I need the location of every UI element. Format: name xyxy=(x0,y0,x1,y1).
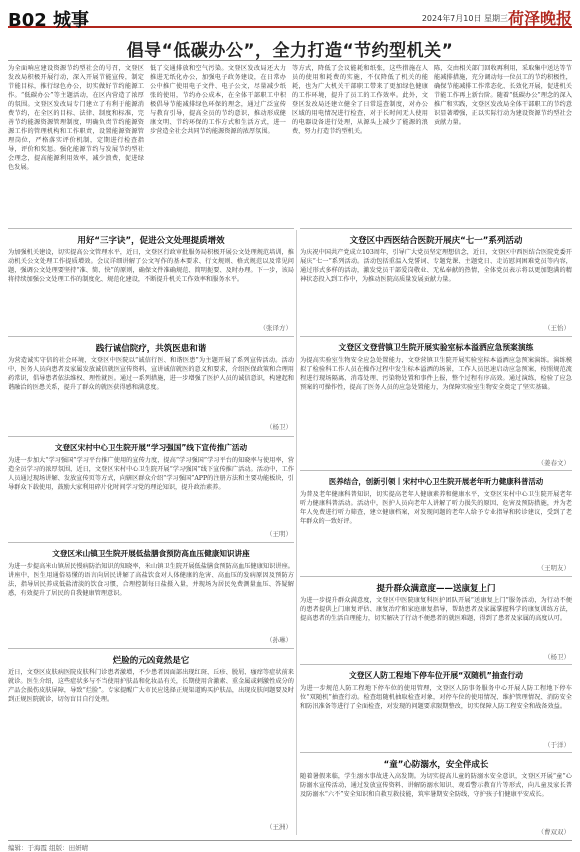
section-rule xyxy=(8,436,294,437)
section-rule xyxy=(8,542,294,543)
section-rule xyxy=(8,336,294,337)
article-author: （杨卫） xyxy=(544,653,570,661)
headline-divider xyxy=(8,60,572,61)
article-title: 文登区中西医结合医院开展庆“七一”系列活动 xyxy=(349,236,523,246)
paper-name: 荷泽晚报 xyxy=(507,9,572,28)
article-title: 文登区文登营镇卫生院开展实验室标本溢洒应急预案演练 xyxy=(338,343,534,352)
article-body: 为进一步规范人防工程地下停车位的使用管理，文登区人防事务服务中心开展人防工程地下停车位“双随机”抽查行动。检查组随机抽取检查对象，对停车位的使用情况、维护管理情况、消防安全和防汛准备等进行了全面检查，对发现的问题要求限期整改，切实保障人防工程安全和战备效益。 xyxy=(300,685,572,710)
article-title: 医养结合，创新引领丨宋村中心卫生院开展老年听力健康科普活动 xyxy=(328,477,544,486)
article-author: （孙琳） xyxy=(266,636,292,644)
article-title: 文登区宋村中心卫生院开展“学习强国”线下宣传推广活动 xyxy=(54,443,248,452)
section-rule xyxy=(300,664,572,665)
article-body: 为庆祝中国共产党成立103周年，引导广大党员坚定理想信念，近日，文登区中西医结合医院党委开展庆“七一”系列活动。活动包括重温入党誓词、专题党课、主题党日、走访慰问困难党员等内容，通过形式多样的活动，激发党员干部爱岗敬业、无私奉献的热情，全体党员表示将以更加饱满的精神状态投入到工作中，为推动医院高质量发展贡献力量。 xyxy=(300,249,572,283)
lead-article-col-3: 等方式，降低了会议能耗和纸张，这些措施在人员的使用和耗费的实施，不仅降低了机关的能耗，也为广大机关干部职工带来了更加绿色健康的工作环境，提升了员工的工作效率。此外，文登区发改局还建立健全了日常巡查制度，对办公区域的用电情况进行检查，对于长时间无人使用的电器设备进行处理，从源头上减少了能源的浪费，努力打造节约型机关。 xyxy=(292,65,428,135)
article-author: （王明） xyxy=(266,530,292,538)
article-author: （姜春文） xyxy=(537,459,570,467)
article-author: （曹双双） xyxy=(537,828,570,836)
lead-article-col-4: 陈，交由相关部门回收再利用，采取集中送达等节能减排措施，充分调动每一位员工的节约积极性，确保节能减排工作常态化、长效化开展，促进机关节能工作再上新台阶。随着“低碳办公”理念的深入推广和实践，文登区发改局全体干部职工的节约意识显著增强，正以实际行动为建设资源节约型社会贡献力量。 xyxy=(434,65,572,126)
article-author: （王明友） xyxy=(537,564,570,572)
article-body: 为进一步提升群众满意度，文登区中医院康复科医护团队开展“送康复上门”服务活动，为行动不便的患者提供上门康复评估、康复治疗和家庭康复指导，帮助患者及家属掌握科学的康复训练方法，提高患者的生活自理能力，切实解决了行动不便患者的就医难题，得到了患者及家属的高度认可。 xyxy=(300,597,572,622)
section-rule xyxy=(300,752,572,753)
page-label: B02 城事 xyxy=(8,10,90,31)
article-title: 烂脸的元凶竟然是它 xyxy=(112,656,190,666)
article-title: 用好“三字诀”，促进公文处理提质增效 xyxy=(77,236,225,246)
masthead xyxy=(8,6,572,31)
section-rule xyxy=(8,228,294,229)
headline: 倡导“低碳办公”，全力打造“节约型机关” xyxy=(126,41,454,61)
date-line: 2024年7月10日 星期三 xyxy=(421,14,508,23)
lead-article-col-1: 为全面响应建设资源节约型社会的号召，文登区发改局积极开展行动，深入开展节能宣传，制定节能目标，推行绿色办公，切实做好节约能源工作。“低碳办公”等主题活动，在区内营造了浓厚的氛围。文登区发改局专门建立了有利于能源消费节约，在全区的目标、法律、制度和标准，完善节约能源资源管理制度，明确负责节约能源资源工作的管理机构和工作职责，设置能源资源管理岗位，严格落实评价机制，定期进行检查指导，评价和奖惩。强化能源节约与发展节约型社会理念，提高能源利用效率，减少浪费，促进绿色发展。 xyxy=(8,65,144,171)
article-author: （王洲） xyxy=(266,823,292,831)
article-body: 随着暑假来临，学生溺水事故进入高发期。为切实提高儿童的防溺水安全意识，文登区开展“童”心防溺水宣传活动，通过发放宣传资料、讲解防溺水知识、观看警示教育片等形式，向儿童及家长普及防溺水“六不”安全知识和自救互救技能，筑牢暑期安全防线，守护孩子们健康平安成长。 xyxy=(300,773,572,798)
footer-credits: 编辑：于海霞 组版：田妍晴 xyxy=(8,840,572,852)
article-author: （杨卫） xyxy=(266,423,292,431)
article-author: （王怡） xyxy=(544,324,570,332)
article-body: 为营造诚实守信的社会环境，文登区中医院以“诚信行医、和谐医患”为主题开展了系列宣传活动。活动中，医务人员向患者及家属发放诚信就医宣传资料，宣讲诚信就医的意义和要求，介绍医保政策和合理用药常识，倡导患者依法维权、理性就医。通过一系列措施，进一步增强了医护人员的诚信意识，构建起和谐融洽的医患关系，提升了群众的就医获得感和满意度。 xyxy=(8,357,294,391)
article-body: 为普及老年健康科普知识，切实提高老年人健康素养和健康水平，文登区宋村中心卫生院开展老年听力健康科普活动。活动中，医护人员向老年人讲解了听力损失的原因、危害及预防措施，并为老年人免费进行听力筛查，建立健康档案，对发现问题的老年人给予专业指导和转诊建议，受到了老年群众的一致好评。 xyxy=(300,491,572,525)
lead-article-col-2: 低了交通排放和空气污染。文登区发改局还大力推进无纸化办公，加强电子政务建设，在日常办公中推广使用电子文件、电子公文，尽量减少纸张的使用，节约办公成本，在全体干部职工中积极倡导节能减排绿色环保的理念，通过广泛宣传与教育引导，提高全员的节约意识，推动形成健康文明、节约环保的工作方式和生活方式，进一步营造全社会共同节约能源资源的浓厚氛围。 xyxy=(150,65,286,135)
article-body: 为进一步加大“学习强国”学习平台推广使用的宣传力度，提高“学习强国”学习平台的知晓率与使用率，营造全员学习的浓厚氛围，近日，文登区宋村中心卫生院开展“学习强国”线下宣传推广活动。活动中，工作人员通过现场讲解、发放宣传页等方式，向辖区群众介绍“学习强国”APP的注册方法和主要功能板块，引导群众下载使用，鼓励大家利用碎片化时间学习党的理论知识，提升政治素养。 xyxy=(8,457,294,491)
article-title: 文登区米山镇卫生院开展低盐膳食预防高血压健康知识讲座 xyxy=(52,549,250,558)
article-author: （张译方） xyxy=(259,324,292,332)
article-author: （于洋） xyxy=(544,741,570,749)
article-title: 践行诚信院疗，共筑医患和谐 xyxy=(95,344,207,354)
article-title: 文登区人防工程地下停车位开展“双随机”抽查行动 xyxy=(349,671,523,680)
section-rule xyxy=(300,336,572,337)
column-divider xyxy=(296,230,297,835)
section-rule xyxy=(8,648,294,649)
article-body: 为加强机关建设，切实提高公文管理水平，近日，文登区行政审批服务局积极开展公文处理规范培训，推动机关公文处理工作提质增效。会议详细讲解了公文写作的基本要求、行文规则、格式规范以及常见问题，强调公文处理要坚持“准、简、快”的原则，确保文件准确规范、简明扼要、及时办理。下一步，该局将持续加强公文处理工作的制度化、规范化建设，不断提升机关工作效率和服务水平。 xyxy=(8,249,294,283)
article-body: 为进一步提高米山镇居民慢病防治知识的知晓率，米山镇卫生院开展低盐膳食预防高血压健康知识讲座。讲座中，医生用通俗易懂的语言向居民讲解了高盐饮食对人体健康的危害、高血压的发病原因及预防方法，指导居民养成低盐清淡的饮食习惯，合理控制每日盐摄入量，并现场为居民免费测量血压、答疑解惑，有效提升了居民的自我健康管理意识。 xyxy=(8,563,294,597)
section-rule xyxy=(300,576,572,577)
section-rule xyxy=(300,228,572,229)
article-title: 提升群众满意度——送康复上门 xyxy=(376,584,496,594)
article-body: 近日，文登区皮肤病医院皮肤科门诊患者激增，不少患者因面部出现红斑、丘疹、脱屑、瘙痒等症状前来就诊。医生介绍，这些症状多与不当使用护肤品和化妆品有关，长期使用含激素、重金属或刺激性成分的产品会损伤皮肤屏障，导致“烂脸”。专家提醒广大市民应选择正规渠道购买护肤品，出现皮肤问题要及时到正规医院就诊，切勿盲目自行处理。 xyxy=(8,669,294,703)
article-title: “童”心防溺水，安全伴成长 xyxy=(383,760,489,770)
section-rule xyxy=(300,470,572,471)
article-body: 为提高实验室生物安全应急处置能力，文登营镇卫生院开展实验室标本溢洒应急预案演练。演练模拟了检验科工作人员在操作过程中发生标本溢洒的场景，工作人员迅速启动应急预案，按照规范流程进行现场隔离、消毒处理、污染物处置和事件上报，整个过程有序高效。通过演练，检验了应急预案的可操作性，提高了医务人员的应急处置能力，为保障实验室生物安全奠定了坚实基础。 xyxy=(300,357,572,391)
